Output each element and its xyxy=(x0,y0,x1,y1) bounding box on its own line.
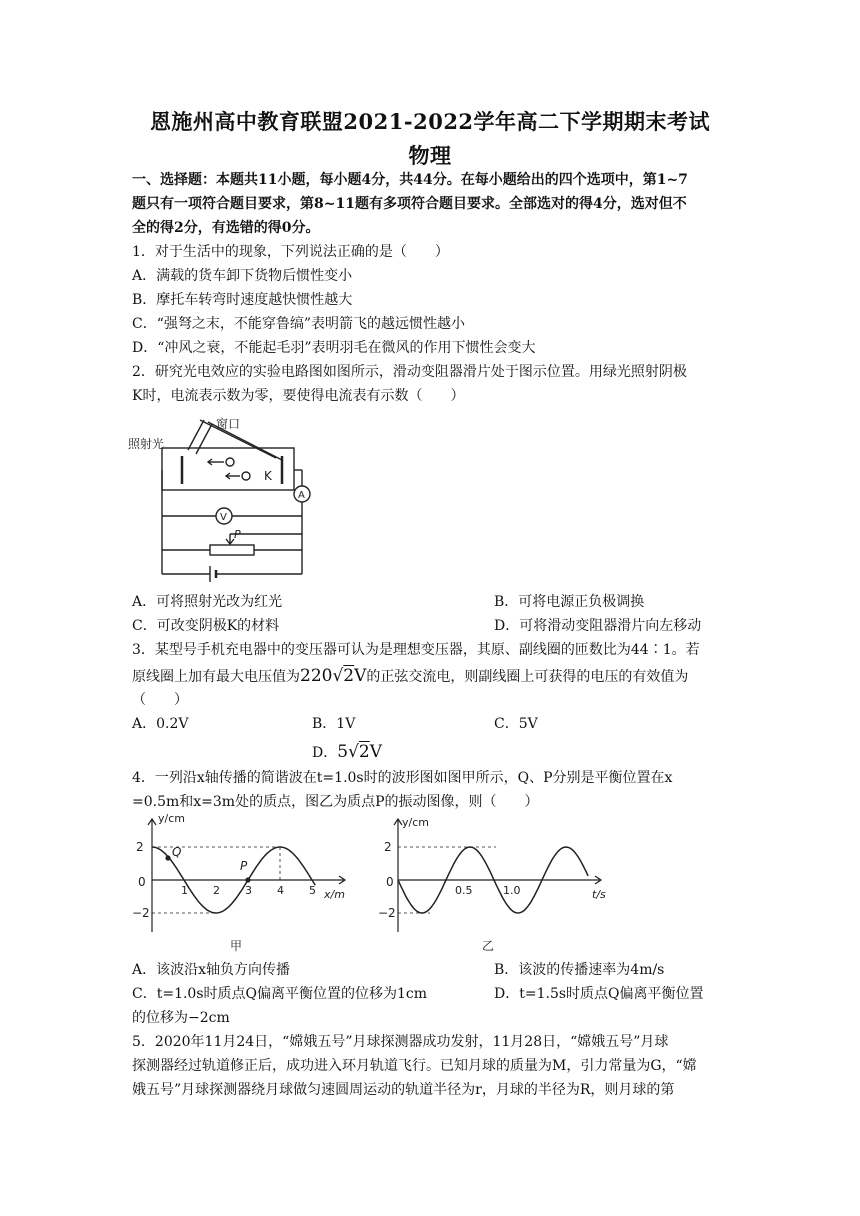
yi-ylabel: y/cm xyxy=(402,816,429,829)
cathode-label: K xyxy=(264,469,272,483)
jia-xtick-1: 1 xyxy=(181,884,188,897)
q4-stem-line2: =0.5m和x=3m处的质点，图乙为质点P的振动图像，则（ ） xyxy=(132,794,539,810)
photoelectric-circuit-figure xyxy=(126,410,326,586)
jia-xlabel: x/m xyxy=(324,888,345,901)
q5-stem-line1: 5．2020年11月24日，“嫦娥五号”月球探测器成功发射，11月28日，“嫦娥五号”月球 xyxy=(132,1034,669,1050)
point-q-label: Q xyxy=(172,845,182,859)
q2-option-b: B．可将电源正负极调换 xyxy=(494,594,645,610)
ammeter-label: A xyxy=(298,490,305,501)
q1-option-d: D．“冲风之衰，不能起毛羽”表明羽毛在微风的作用下惯性会变大 xyxy=(132,340,536,356)
q5-stem-line2: 探测器经过轨道修正后，成功进入环月轨道飞行。已知月球的质量为M，引力常量为G，“嫦 xyxy=(132,1058,697,1074)
q4-option-d-line2: 的位移为−2cm xyxy=(132,1010,230,1026)
slider-label: P xyxy=(234,528,241,541)
q3-option-d: D．5√2V xyxy=(312,742,383,762)
exam-subject: 物理 xyxy=(408,143,452,168)
section-instructions-line1: 一、选择题：本题共11小题，每小题4分，共44分。在每小题给出的四个选项中，第1~7 xyxy=(132,172,688,188)
yi-ytick-0: 0 xyxy=(386,875,394,889)
voltmeter-label: V xyxy=(220,512,227,523)
window-label: 窗口 xyxy=(216,417,241,431)
sqrt-symbol: √ xyxy=(348,742,359,762)
exam-title: 恩施州高中教育联盟2021-2022学年高二下学期期末考试 xyxy=(149,109,711,134)
wave-graph-jia xyxy=(132,814,362,954)
light-label: 照射光 xyxy=(128,437,165,451)
yi-ytick-neg2: −2 xyxy=(378,906,396,920)
q4-option-d-line1: D．t=1.5s时质点Q偏离平衡位置 xyxy=(494,986,704,1002)
jia-ytick-neg2: −2 xyxy=(132,906,150,920)
jia-xtick-4: 4 xyxy=(277,884,284,897)
q3-stem-line3: （ ） xyxy=(132,692,188,708)
sqrt-symbol: √ xyxy=(332,666,344,686)
yi-ytick-2: 2 xyxy=(384,840,392,854)
yi-caption: 乙 xyxy=(482,939,495,953)
q2-option-a: A．可将照射光改为红光 xyxy=(132,594,283,610)
yi-xtick-10: 1.0 xyxy=(503,884,521,897)
yi-xlabel: t/s xyxy=(592,888,606,901)
q3-stem-line2: 原线圈上加有最大电压值为220√2V的正弦交流电，则副线圈上可获得的电压的有效值为 xyxy=(132,666,689,686)
q1-option-a: A．满载的货车卸下货物后惯性变小 xyxy=(132,268,353,284)
q2-option-d: D．可将滑动变阻器滑片向左移动 xyxy=(494,618,702,634)
jia-ytick-2: 2 xyxy=(136,840,144,854)
jia-ylabel: y/cm xyxy=(158,814,185,825)
point-p-label: P xyxy=(240,859,248,873)
section-instructions-line2: 题只有一项符合题目要求，第8~11题有多项符合题目要求。全部选对的得4分，选对但不 xyxy=(132,196,687,212)
jia-xtick-2: 2 xyxy=(213,884,220,897)
q4-option-c: C．t=1.0s时质点Q偏离平衡位置的位移为1cm xyxy=(132,986,428,1002)
q2-stem-line2: K时，电流表示数为零，要使得电流表有示数（ ） xyxy=(132,388,465,404)
voltage-value: 220√2V xyxy=(300,666,367,686)
q3-option-c: C．5V xyxy=(494,716,538,732)
yi-xtick-05: 0.5 xyxy=(455,884,473,897)
q4-option-a: A．该波沿x轴负方向传播 xyxy=(132,962,291,978)
q3-option-a: A．0.2V xyxy=(132,716,189,732)
q1-option-c: C．“强弩之末，不能穿鲁缟”表明箭飞的越远惯性越小 xyxy=(132,316,466,332)
jia-ytick-0: 0 xyxy=(138,875,146,889)
q3-stem-line1: 3．某型号手机充电器中的变压器可认为是理想变压器，其原、副线圈的匝数比为44∶1。若 xyxy=(132,642,700,658)
jia-xtick-3: 3 xyxy=(245,884,252,897)
q5-stem-line3: 娥五号”月球探测器绕月球做匀速圆周运动的轨道半径为r，月球的半径为R，则月球的第 xyxy=(132,1082,675,1098)
q1-option-b: B．摩托车转弯时速度越快惯性越大 xyxy=(132,292,353,308)
q3-option-b: B．1V xyxy=(312,716,356,732)
jia-xtick-5: 5 xyxy=(309,884,316,897)
q1-stem: 1．对于生活中的现象，下列说法正确的是（ ） xyxy=(132,244,449,260)
q2-option-c: C．可改变阴极K的材料 xyxy=(132,618,280,634)
section-instructions-line3: 全的得2分，有选错的得0分。 xyxy=(132,220,320,236)
q4-stem-line1: 4．一列沿x轴传播的简谐波在t=1.0s时的波形图如图甲所示，Q、P分别是平衡位置在x xyxy=(132,770,673,786)
q2-stem-line1: 2．研究光电效应的实验电路图如图所示，滑动变阻器滑片处于图示位置。用绿光照射阴极 xyxy=(132,364,687,380)
jia-caption: 甲 xyxy=(230,939,243,953)
vibration-graph-yi xyxy=(370,814,620,954)
q4-option-b: B．该波的传播速率为4m/s xyxy=(494,962,665,978)
